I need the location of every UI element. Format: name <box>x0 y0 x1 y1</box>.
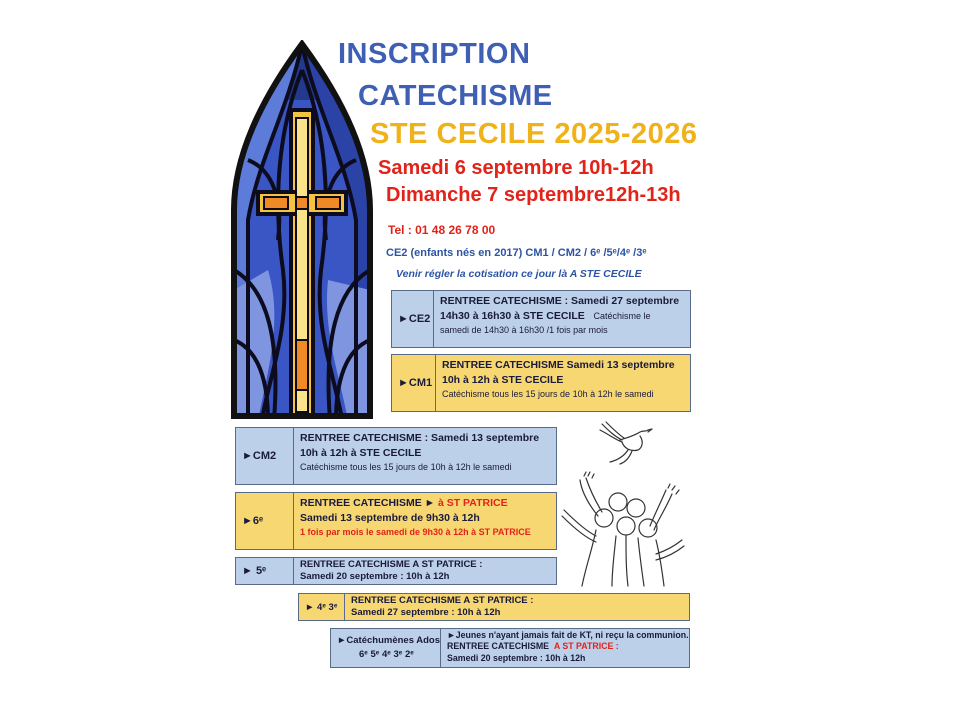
dove-illustration <box>598 418 654 466</box>
ce2-line1: RENTREE CATECHISME : Samedi 27 septembre <box>440 295 680 307</box>
phone-number: Tel : 01 48 26 78 00 <box>388 223 496 237</box>
fifth-line1: RENTREE CATECHISME A ST PATRICE : <box>300 559 483 570</box>
cotisation-note: Venir régler la cotisation ce jour là A STE CECILE <box>396 268 642 280</box>
title-ste-cecile-year: STE CECILE 2025-2026 <box>370 118 698 150</box>
ce2-label: ►CE2 <box>392 291 434 347</box>
cm2-line1: RENTREE CATECHISME : Samedi 13 septembre <box>300 432 540 444</box>
ce2-line2-note: Catéchisme le <box>593 311 651 322</box>
cm2-box <box>235 427 557 485</box>
title-catechisme: CATECHISME <box>358 80 553 112</box>
catechumens-line2: RENTREE CATECHISME <box>447 641 550 652</box>
sixth-box <box>235 492 557 550</box>
date-sunday: Dimanche 7 septembre12h-13h <box>386 184 681 206</box>
fourth-third-line1: RENTREE CATECHISME A ST PATRICE : <box>351 595 534 606</box>
cm2-line3: Catéchisme tous les 15 jours de 10h à 12h le samedi <box>300 462 512 473</box>
fifth-label: ► 5ᵉ <box>236 558 294 584</box>
ce2-line3: samedi de 14h30 à 16h30 /1 fois par mois <box>440 325 608 336</box>
catechumens-box <box>330 628 690 668</box>
cm2-line2: 10h à 12h à STE CECILE <box>300 447 422 460</box>
fourth-third-box <box>298 593 690 621</box>
title-inscription: INSCRIPTION <box>338 38 531 70</box>
cm1-line2: 10h à 12h à STE CECILE <box>442 374 564 387</box>
fifth-line2: Samedi 20 septembre : 10h à 12h <box>300 571 450 583</box>
date-saturday: Samedi 6 septembre 10h-12h <box>378 157 654 179</box>
sixth-label: ►6ᵉ <box>236 493 294 549</box>
catechumens-line1: ►Jeunes n'ayant jamais fait de KT, ni reçu la communion. <box>447 630 689 640</box>
cm1-label: ►CM1 <box>392 355 436 411</box>
cm1-line3: Catéchisme tous les 15 jours de 10h à 12h le samedi <box>442 389 654 400</box>
fifth-box <box>235 557 557 585</box>
stained-glass-window-illustration <box>228 40 376 420</box>
catechumens-line3: Samedi 20 septembre : 10h à 12h <box>447 652 586 663</box>
catechumens-label <box>331 629 441 667</box>
sixth-line1-red: à ST PATRICE <box>437 497 508 509</box>
cm2-label: ►CM2 <box>236 428 294 484</box>
sixth-line1: RENTREE CATECHISME ► <box>300 497 436 509</box>
catechumens-label-line2: 6ᵉ 5ᵉ 4ᵉ 3ᵉ 2ᵉ <box>359 649 414 660</box>
cm1-line1: RENTREE CATECHISME Samedi 13 septembre <box>442 359 675 371</box>
ce2-box <box>391 290 691 348</box>
fourth-third-label: ► 4ᵉ 3ᵉ <box>299 594 345 620</box>
sixth-line2: Samedi 13 septembre de 9h30 à 12h <box>300 512 480 525</box>
catechumens-line2-red: A ST PATRICE : <box>553 641 619 652</box>
fourth-third-line2: Samedi 27 septembre : 10h à 12h <box>351 607 501 619</box>
ce2-line2: 14h30 à 16h30 à STE CECILE <box>440 310 585 323</box>
sixth-line3: 1 fois par mois le samedi de 9h30 à 12h à ST PATRICE <box>300 527 531 538</box>
classes-list: CE2 (enfants nés en 2017) CM1 / CM2 / 6ᵉ /5ᵉ/4ᵉ /3ᵉ <box>386 247 647 259</box>
cm1-box <box>391 354 691 412</box>
catechumens-label-line1: ►Catéchumènes Ados <box>337 634 441 646</box>
praising-people-illustration <box>556 470 692 588</box>
